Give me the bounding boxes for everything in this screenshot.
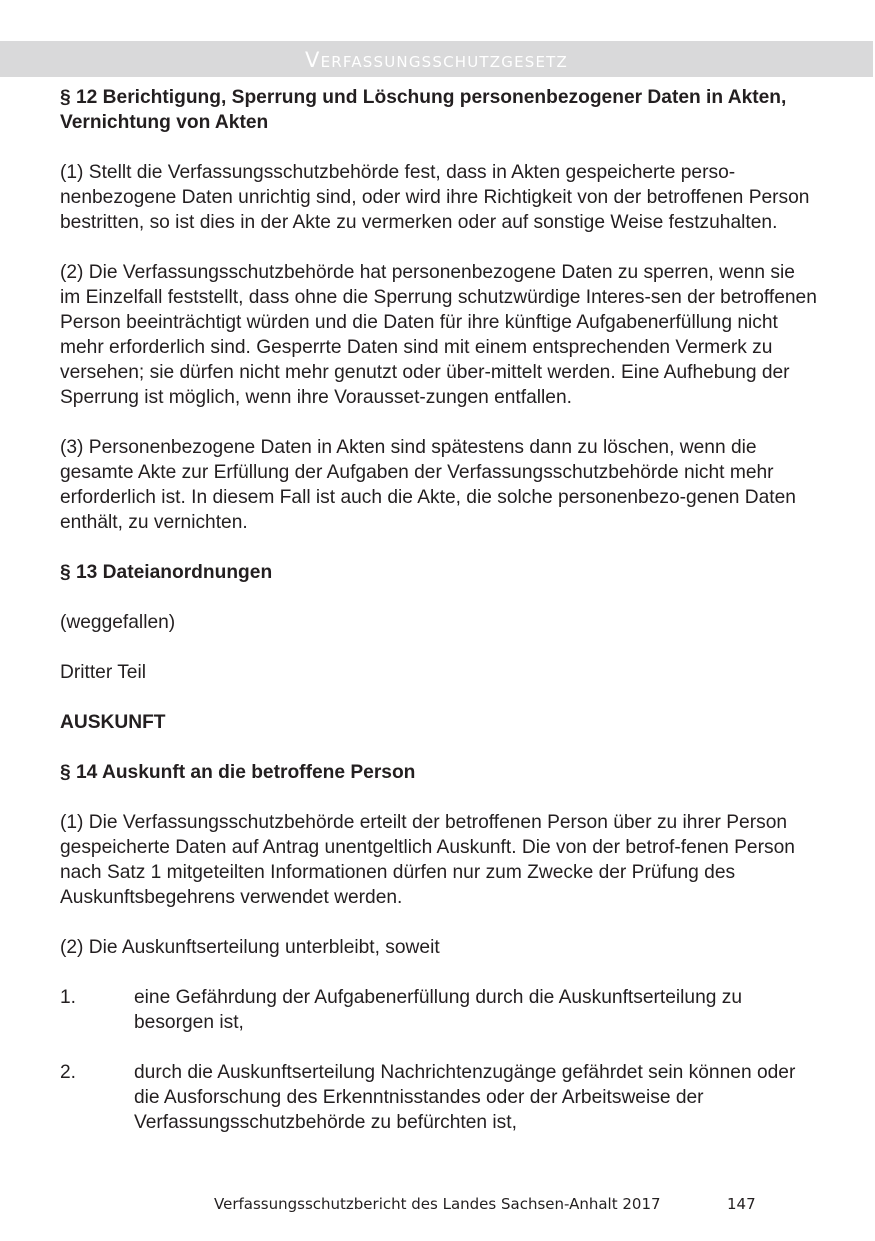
section-14-paragraph-1: (1) Die Verfassungsschutzbehörde erteilt der betroffenen Person über zu ihrer Person gespeicherte Daten auf Antrag unentgeltlich Auskunft. Die von der betrof-fenen Person nach Satz 1 mitgeteilten Informationen dürfen nur zum Zwecke der Prüfung des Auskunftsbegehrens verwendet werden.: [60, 812, 795, 908]
running-header: [0, 41, 873, 77]
list-item: [60, 985, 820, 1035]
list-item-text: eine Gefährdung der Aufgabenerfüllung durch die Auskunftserteilung zu besorgen ist,: [134, 987, 743, 1033]
part-title: AUSKUNFT: [60, 712, 166, 733]
part-label: Dritter Teil: [60, 662, 147, 683]
section-13-heading: § 13 Dateianordnungen: [60, 562, 273, 583]
footer-title: Verfassungsschutzbericht des Landes Sachsen-Anhalt 2017: [214, 1195, 661, 1213]
running-header-title: Verfassungsschutzgesetz: [305, 48, 568, 72]
section-12-paragraph-1: (1) Stellt die Verfassungsschutzbehörde fest, dass in Akten gespeicherte perso-nenbezogene Daten unrichtig sind, oder wird ihre Richtigkeit von der betroffenen Person bestritten, so ist dies in der Akte zu vermerken oder auf sonstige Weise festzuhalten.: [60, 162, 810, 233]
list-item-number: 1.: [60, 987, 77, 1008]
list-item: [60, 1060, 820, 1135]
list-item-number: 2.: [60, 1062, 77, 1083]
section-12-paragraph-3: (3) Personenbezogene Daten in Akten sind spätestens dann zu löschen, wenn die gesamte Akte zur Erfüllung der Aufgaben der Verfassungsschutzbehörde nicht mehr erforderlich ist. In diesem Fall ist auch die Akte, die solche personenbezo-genen Daten enthält, zu vernichten.: [60, 437, 796, 533]
page-number: 147: [727, 1195, 756, 1213]
section-12-paragraph-2: (2) Die Verfassungsschutzbehörde hat personenbezogene Daten zu sperren, wenn sie im Einzelfall feststellt, dass ohne die Sperrung schutzwürdige Interes-sen der betroffenen Person beeinträchtigt würden und die Daten für ihre künftige Aufgabenerfüllung nicht mehr erforderlich sind. Gesperrte Daten sind mit einem entsprechenden Vermerk zu versehen; sie dürfen nicht mehr genutzt oder über-mittelt werden. Eine Aufhebung der Sperrung ist möglich, wenn ihre Vorausset-zungen entfallen.: [60, 262, 817, 408]
section-12-heading: § 12 Berichtigung, Sperrung und Löschung personenbezogener Daten in Akten, Vernichtung von Akten: [60, 87, 787, 133]
page-content: [60, 85, 820, 1160]
section-14-paragraph-2: (2) Die Auskunftserteilung unterbleibt, soweit: [60, 937, 440, 958]
section-13-text: (weggefallen): [60, 612, 176, 633]
list-item-text: durch die Auskunftserteilung Nachrichtenzugänge gefährdet sein können oder die Ausforschung des Erkenntnisstandes oder der Arbeitsweise der Verfassungsschutzbehörde zu befürchten ist,: [134, 1062, 796, 1133]
section-14-heading: § 14 Auskunft an die betroffene Person: [60, 762, 416, 783]
